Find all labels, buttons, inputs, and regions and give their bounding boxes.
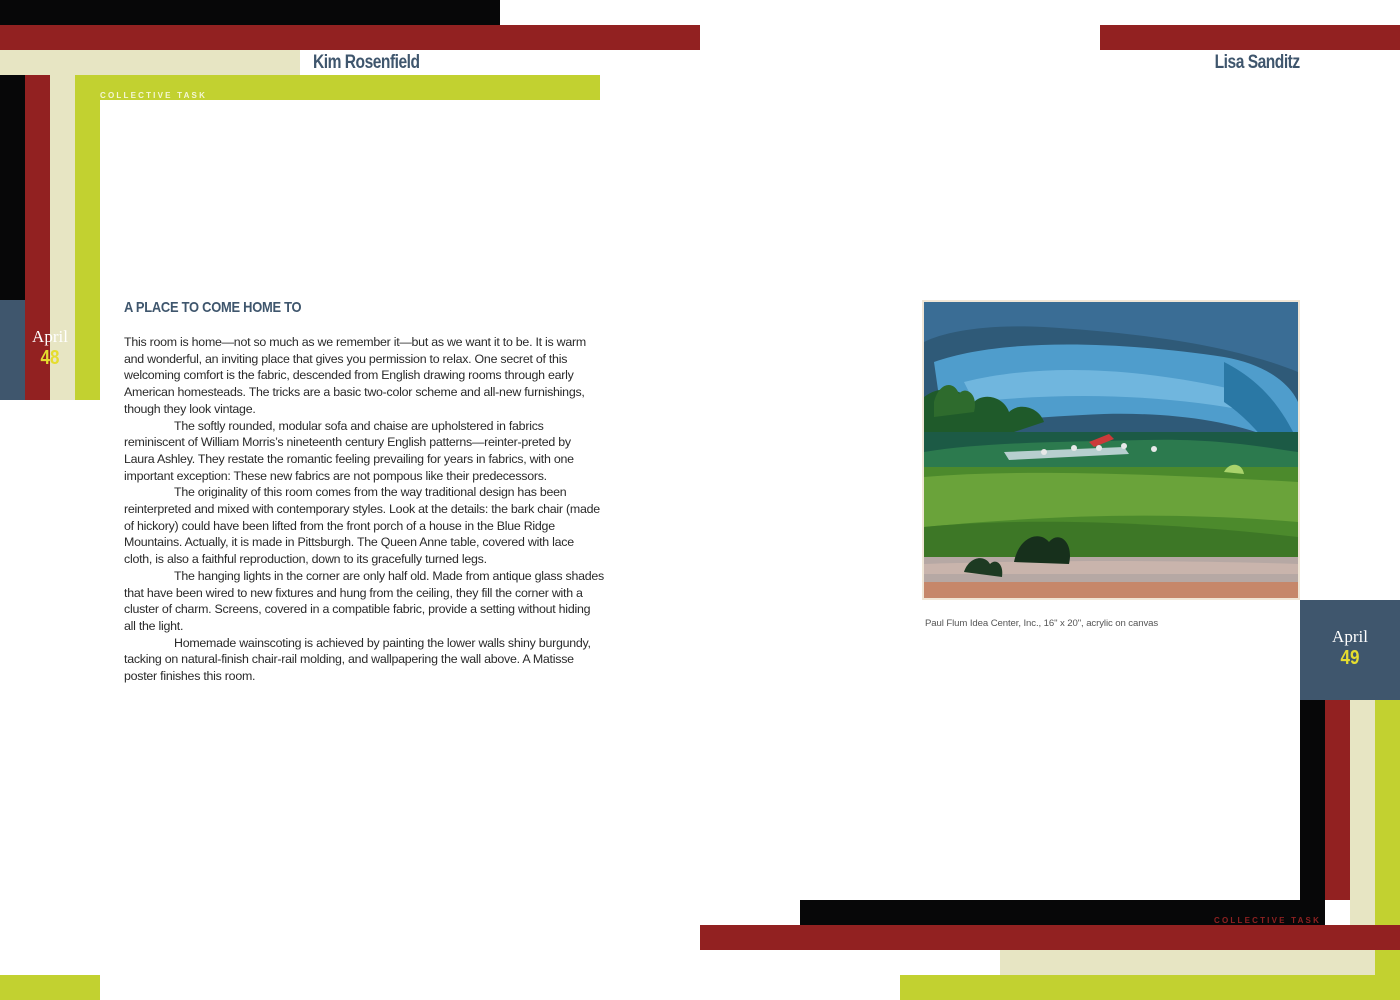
right-red-stripe	[1325, 700, 1350, 900]
artwork-landscape-image	[924, 302, 1298, 598]
artwork-painting	[922, 300, 1300, 600]
bottom-red-band	[700, 925, 1400, 950]
right-running-head: COLLECTIVE TASK	[1214, 916, 1322, 925]
right-date-month: April	[1332, 627, 1368, 646]
article-paragraph: This room is home—not so much as we remember it—but as we want it to be. It is warm and wonderful, an inviting place that gives you permission to relax. One secret of this welcoming comfort is the fabric, descended from English drawing rooms through early American homesteads. The tricks are a basic two-color scheme and all-new furnishings, though they look vintage.	[124, 335, 586, 416]
left-date-day: 48	[40, 347, 60, 369]
text-area-cutout	[100, 100, 700, 300]
top-cream-band	[0, 50, 300, 75]
right-author-name: Lisa Sanditz	[1215, 52, 1300, 73]
article-paragraph: The hanging lights in the corner are only half old. Made from antique glass shades that have been wired to new fixtures and hung from the ceiling, they fill the corner with a cluster of charm. Screens, covered in a compatible fabric, provide a setting without hiding all the light.	[124, 568, 604, 633]
article-title: A PLACE TO COME HOME TO	[124, 299, 302, 316]
bottom-left-lime-band	[0, 975, 100, 1000]
bottom-cream-band	[1000, 950, 1375, 975]
article-paragraph: The softly rounded, modular sofa and chaise are upholstered in fabrics reminiscent of William Morris’s nineteenth century English patterns—reinter-preted by Laura Ashley. They restate the romantic feeling prevailing for years in fabrics, with one important exception: These new fabrics are not pompous like their predecessors.	[124, 418, 574, 483]
left-black-stripe	[0, 75, 25, 300]
left-author-name: Kim Rosenfield	[313, 52, 420, 73]
right-top-red-band	[1100, 25, 1400, 50]
left-date-box	[18, 327, 82, 370]
artwork-caption: Paul Flum Idea Center, Inc., 16" x 20", acrylic on canvas	[925, 618, 1159, 629]
article-paragraph: The originality of this room comes from the way traditional design has been reinterpreted and mixed with contemporary styles. Look at the details: the bark chair (made of hickory) could have been lifted from the front porch of a house in the Blue Ridge Mountains. Actually, it is made in Pittsburgh. The Queen Anne table, covered with lace cloth, is also a faithful reproduction, down to its gracefully turned legs.	[124, 485, 600, 567]
right-lime-stripe	[1375, 700, 1400, 1000]
article-body	[124, 334, 604, 685]
top-red-band	[0, 25, 700, 50]
left-running-head: COLLECTIVE TASK	[100, 91, 208, 100]
right-date-box	[1318, 627, 1382, 670]
right-black-stripe	[1300, 700, 1325, 925]
bottom-lime-band	[900, 975, 1400, 1000]
top-black-band	[0, 0, 500, 25]
right-date-day: 49	[1340, 647, 1360, 669]
article-paragraph: Homemade wainscoting is achieved by painting the lower walls shiny burgundy, tacking on natural-finish chair-rail molding, and wallpapering the wall above. A Matisse poster finishes this room.	[124, 635, 591, 684]
left-date-month: April	[32, 327, 68, 346]
